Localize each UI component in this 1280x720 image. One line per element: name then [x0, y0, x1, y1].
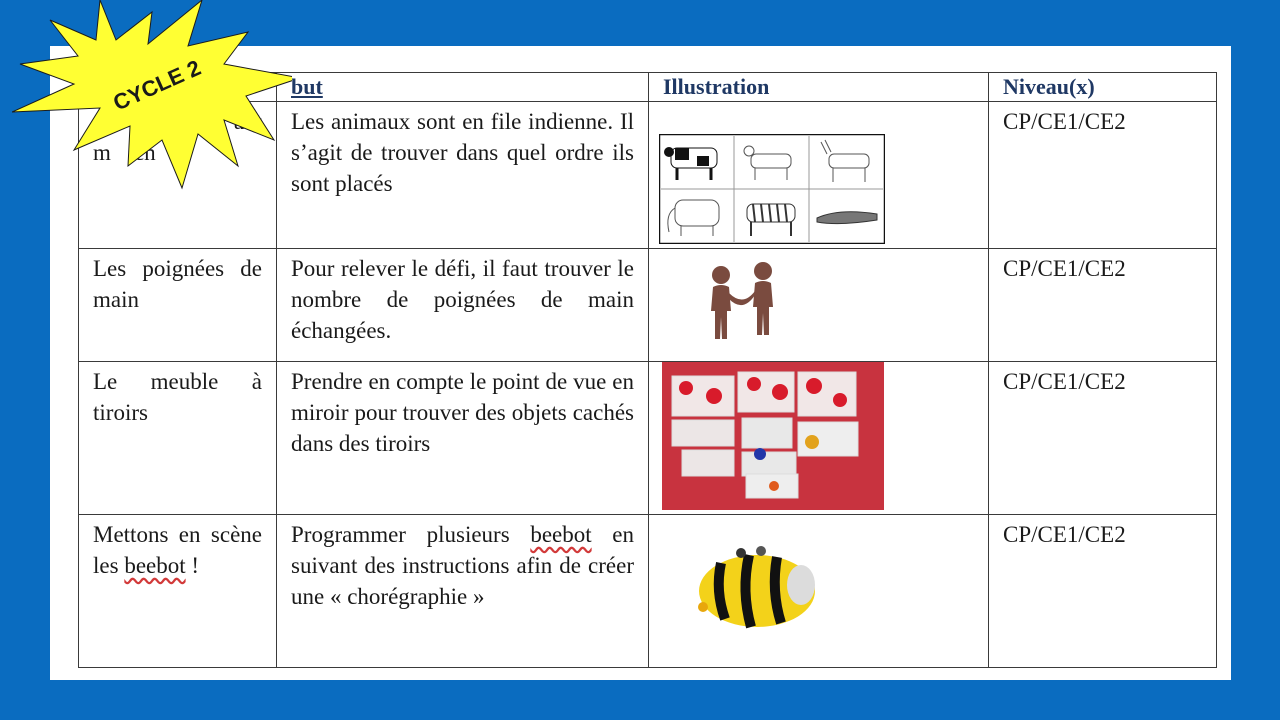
row4-niveau: CP/CE1/CE2 [989, 515, 1217, 668]
beebot-robot-icon [685, 537, 825, 637]
drawer-boxes-photo [662, 362, 884, 510]
row4-title-part2: beebot [124, 553, 186, 578]
row4-title-part3: ! [185, 553, 200, 578]
row1-but: Les animaux sont en file indienne. Il s’agit de trouver dans quel ordre ils sont placés [277, 102, 649, 249]
row4-title [79, 515, 277, 668]
table-row [79, 249, 1217, 362]
row4-but [277, 515, 649, 668]
row2-but: Pour relever le défi, il faut trouver le nombre de poignées de main échangées. [277, 249, 649, 362]
table-row [79, 515, 1217, 668]
row3-niveau: CP/CE1/CE2 [989, 362, 1217, 515]
row4-but-part3: en suivant des instructions afin de créer une « chorégraphie » [291, 522, 635, 609]
two-children-icon [699, 259, 789, 349]
row1-niveau: CP/CE1/CE2 [989, 102, 1217, 249]
row2-title: Les poignées de main [79, 249, 277, 362]
badge-text: CYCLE 2 [109, 54, 205, 116]
cycle-badge-star [12, 0, 292, 190]
header-but [277, 73, 649, 102]
row4-but-part1: Programmer plusieurs [291, 522, 531, 547]
row4-but-part2: beebot [530, 522, 592, 547]
row3-but: Prendre en compte le point de vue en miroir pour trouver des objets cachés dans des tiroirs [277, 362, 649, 515]
row1-title-line2: m ch [93, 140, 156, 165]
row2-niveau: CP/CE1/CE2 [989, 249, 1217, 362]
animal-cards-image [659, 134, 885, 244]
row4-title-part1: Mettons en scène les [93, 522, 262, 578]
row4-illustration [649, 515, 989, 668]
row1-illustration [649, 102, 989, 249]
row3-title: Le meuble à tiroirs [79, 362, 277, 515]
row2-illustration [649, 249, 989, 362]
table-row [79, 362, 1217, 515]
row3-illustration [649, 362, 989, 515]
header-but-label: but [291, 74, 323, 99]
header-illustration: Illustration [649, 73, 989, 102]
header-niveau: Niveau(x) [989, 73, 1217, 102]
